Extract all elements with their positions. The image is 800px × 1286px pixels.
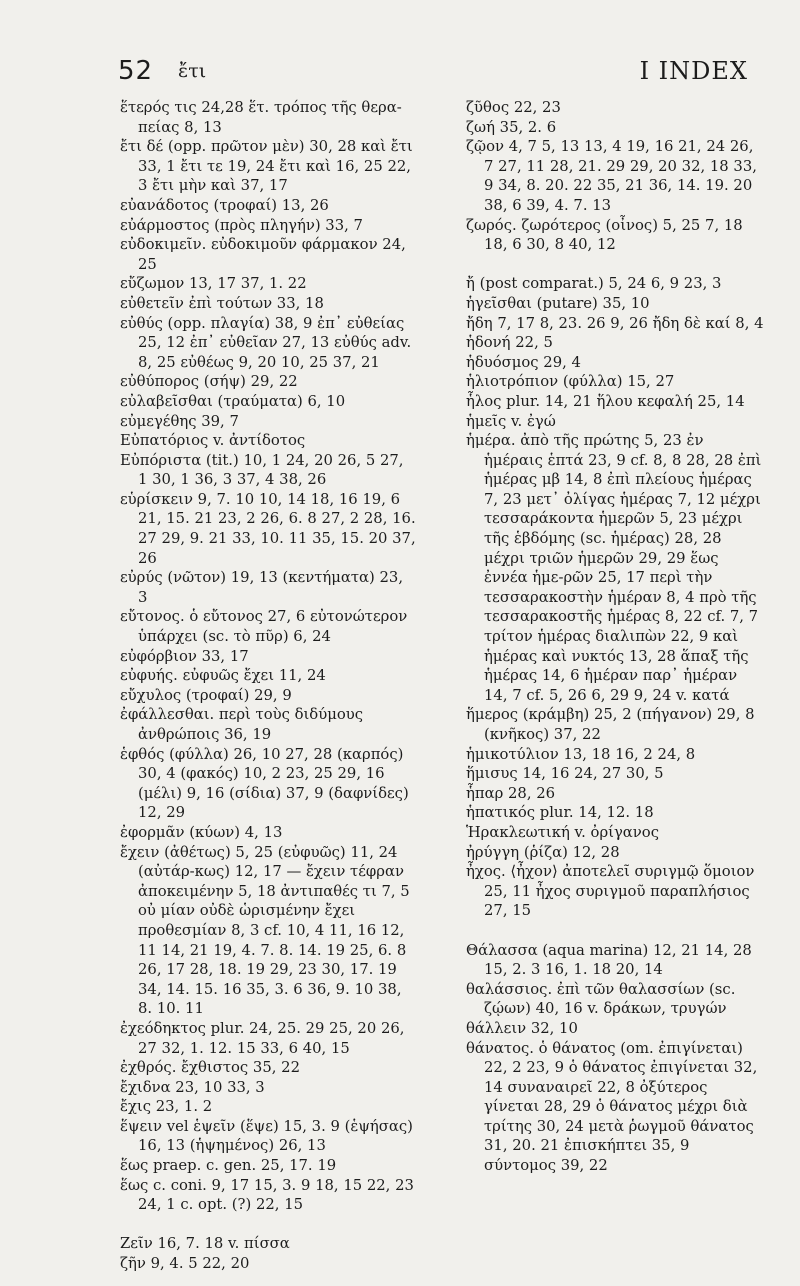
index-entry: ἡπατικός plur. 14, 12. 18 (466, 804, 654, 822)
running-title: I INDEX (639, 57, 748, 85)
index-entry: ζωρός. ζωρότερος (οἶνος) 5, 25 7, 18 18, 6 30, 8 40, 12 (466, 216, 743, 254)
index-entry: εὐθετεῖν ἐπὶ τούτων 33, 18 (120, 294, 324, 312)
index-entry: ζῷον 4, 7 5, 13 13, 4 19, 16 21, 24 26, 7 27, 11 28, 21. 29 29, 20 32, 18 33, 9 34, 8. 20. 22 35, 21 36, 14. 19. 20 38, 6 39, 4. 7. 13 (466, 138, 757, 214)
index-entry: εὐάρμοστος (πρὸς πληγήν) 33, 7 (120, 216, 363, 234)
index-entry: ἡδονή 22, 5 (466, 334, 553, 352)
index-entry: Εὐπόριστα (tit.) 10, 1 24, 20 26, 5 27, 1 30, 1 36, 3 37, 4 38, 26 (120, 451, 404, 489)
index-entry: ἠρύγγη (ῥίζα) 12, 28 (466, 843, 620, 861)
index-entry: εὐδοκιμεῖν. εὐδοκιμοῦν φάρμακον 24, 25 (120, 236, 406, 273)
index-column-right (466, 98, 764, 1176)
page-number: 52 (118, 56, 154, 86)
index-entry: Εὐπατόριος v. ἀντίδοτος (120, 432, 306, 450)
index-entry: εὐανάδοτος (τροφαί) 13, 26 (120, 196, 329, 214)
index-entry: ἐφάλλεσθαι. περὶ τοὺς διδύμους ἀνθρώποις 36, 19 (120, 706, 364, 743)
index-entry: ἡδυόσμος 29, 4 (466, 353, 581, 371)
index-entry: ἥμερος (κράμβη) 25, 2 (πήγανον) 29, 8 (κνῆκος) 37, 22 (466, 706, 755, 743)
index-entry: θάλλειν 32, 10 (466, 1019, 578, 1037)
index-entry: εὔχυλος (τροφαί) 29, 9 (120, 686, 292, 704)
index-entry: ἑφθός (φύλλα) 26, 10 27, 28 (καρπός) 30, 4 (φακός) 10, 2 23, 25 29, 16 (μέλι) 9, 16 (σίδια) 37, 9 (δαφνίδες) 12, 29 (120, 745, 409, 822)
index-entry: ἕτερός τις 24,28 ἕτ. τρόπος τῆς θερα-πείας 8, 13 (120, 99, 402, 136)
index-entry: εὐλαβεῖσθαι (τραύματα) 6, 10 (120, 392, 346, 410)
index-entry: ἕως praep. c. gen. 25, 17. 19 (120, 1157, 337, 1175)
index-entry: ἦχος. ⟨ἦχον⟩ ἀποτελεῖ συριγμῷ ὅμοιον 25, 11 ἦχος συριγμοῦ παραπλήσιος 27, 15 (466, 863, 755, 920)
index-entry: ἥμισυς 14, 16 24, 27 30, 5 (466, 765, 664, 783)
index-entry: ζῆν 9, 4. 5 22, 20 (120, 1255, 250, 1273)
index-entry: ἕψειν vel ἑψεῖν (ἕψε) 15, 3. 9 (ἑψήσας) 16, 13 (ἡψημένος) 26, 13 (120, 1117, 413, 1155)
index-column-left (120, 98, 416, 1274)
index-entry: ἤ (post comparat.) 5, 24 6, 9 23, 3 (466, 275, 722, 293)
running-head-word: ἔτι (178, 60, 207, 82)
index-entry: ἧπαρ 28, 26 (466, 784, 556, 802)
letter-section-gap (466, 921, 764, 941)
index-entry: εὔτονος. ὁ εὔτονος 27, 6 εὐτονώτερον ὑπάρχει (sc. τὸ πῦρ) 6, 24 (120, 608, 408, 646)
index-entry: εὐθύπορος (σήψ) 29, 22 (120, 373, 298, 391)
letter-section-gap (120, 1215, 416, 1235)
index-entry: εὐφόρβιον 33, 17 (120, 647, 249, 665)
index-entry: θάνατος. ὁ θάνατος (om. ἐπιγίνεται) 22, 2 23, 9 ὁ θάνατος ἐπιγίνεται 32, 14 συναναιρεῖ 22, 8 ὀξύτερος γίνεται 28, 29 ὁ θάνατος μέχρι διὰ τρίτης 30, 24 μετὰ ῥωγμοῦ θάνατος 31, 20. 21 ἐπισκήπτει 35, 9 σύντομος 39, 22 (466, 1039, 758, 1175)
index-entry: Θάλασσα (aqua marina) 12, 21 14, 28 15, 2. 3 16, 1. 18 20, 14 (466, 941, 752, 979)
index-entry: ἧλος plur. 14, 21 ἥλου κεφαλή 25, 14 (466, 392, 745, 410)
index-entry: Ἡρακλεωτική v. ὀρίγανος (466, 823, 659, 841)
index-entry: ἡγεῖσθαι (putare) 35, 10 (466, 294, 650, 312)
index-entry: θαλάσσιος. ἐπὶ τῶν θαλασσίων (sc. ζῴων) 40, 16 v. δράκων, τρυγών (466, 980, 736, 1018)
index-entry: ἡμεῖς v. ἐγώ (466, 412, 556, 430)
page-header (0, 56, 800, 86)
index-entry: εὔζωμον 13, 17 37, 1. 22 (120, 275, 307, 293)
index-entry: ἐχεόδηκτος plur. 24, 25. 29 25, 20 26, 27 32, 1. 12. 15 33, 6 40, 15 (120, 1019, 405, 1057)
index-entry: ἡμέρα. ἀπὸ τῆς πρώτης 5, 23 ἐν ἡμέραις ἑπτά 23, 9 cf. 8, 8 28, 28 ἐπὶ ἡμέρας μβ 14, 8 ἐπὶ πλείους ἡμέρας 7, 23 μετ᾽ ὀλίγας ἡμέρας 7, 12 μέχρι τεσσαράκοντα ἡμερῶν 5, 23 μέχρι τῆς ἑβδόμης (sc. ἡμέρας) 28, 28 μέχρι τριῶν ἡμερῶν 29, 29 ἕως ἐννέα ἡμε-ρῶν 25, 17 περὶ τὴν τεσσαρακοστὴν ἡμέραν 8, 4 πρὸ τῆς τεσσαρακοστῆς ἡμέρας 8, 22 cf. 7, 7 τρίτον ἡμέρας διαλιπὼν 22, 9 καὶ ἡμέρας καὶ νυκτός 13, 28 ἅπαξ τῆς ἡμέρας 14, 6 ἡμέραν παρ᾽ ἡμέραν 14, 7 cf. 5, 26 6, 29 9, 24 v. κατά (466, 432, 762, 704)
index-entry: εὐθύς (opp. πλαγία) 38, 9 ἐπ᾽ εὐθείας 25, 12 ἐπ᾽ εὐθεῖαν 27, 13 εὐθύς adv. 8, 25 εὐθέως 9, 20 10, 25 37, 21 (120, 314, 412, 371)
index-entry: ἔχις 23, 1. 2 (120, 1098, 213, 1116)
letter-section-gap (466, 255, 764, 275)
index-entry: ἤδη 7, 17 8, 23. 26 9, 26 ἤδη δὲ καί 8, 4 (466, 314, 764, 332)
index-entry: ἔχειν (ἀθέτως) 5, 25 (εὐφυῶς) 11, 24 (αὐτάρ-κως) 12, 17 — ἔχειν τέφραν ἀποκειμένην 5, 18 ἀντιπαθές τι 7, 5 οὐ μίαν οὐδὲ ὡρισμένην ἔχει προθεσμίαν 8, 3 cf. 10, 4 11, 16 12, 11 14, 21 19, 4. 7. 8. 14. 19 25, 6. 8 26, 17 28, 18. 19 29, 23 30, 17. 19 34, 14. 15. 16 35, 3. 6 36, 9. 10 38, 8. 10. 11 (120, 843, 410, 1018)
index-entry: ζωή 35, 2. 6 (466, 118, 557, 136)
index-entry: Ζεῖν 16, 7. 18 v. πίσσα (120, 1235, 290, 1253)
index-entry: ἐχθρός. ἔχθιστος 35, 22 (120, 1059, 300, 1077)
index-entry: εὐμεγέθης 39, 7 (120, 412, 239, 430)
index-entry: ἕως c. coni. 9, 17 15, 3. 9 18, 15 22, 23 24, 1 c. opt. (?) 22, 15 (120, 1176, 414, 1214)
index-entry: ἐφορμᾶν (κύων) 4, 13 (120, 823, 283, 841)
index-entry: ζῦθος 22, 23 (466, 99, 561, 116)
index-entry: ἡμικοτύλιον 13, 18 16, 2 24, 8 (466, 745, 696, 763)
index-entry: ἔχιδνα 23, 10 33, 3 (120, 1078, 265, 1096)
index-entry: εὐρύς (νῶτον) 19, 13 (κεντήματα) 23, 3 (120, 569, 404, 606)
index-entry: ἡλιοτρόπιον (φύλλα) 15, 27 (466, 373, 675, 391)
index-entry: εὑρίσκειν 9, 7. 10 10, 14 18, 16 19, 6 21, 15. 21 23, 2 26, 6. 8 27, 2 28, 16. 27 29, 9. 21 33, 10. 11 35, 15. 20 37, 26 (120, 490, 416, 567)
index-entry: ἔτι δέ (opp. πρῶτον μὲν) 30, 28 καὶ ἔτι 33, 1 ἔτι τε 19, 24 ἔτι καὶ 16, 25 22, 3 ἔτι μὴν καὶ 37, 17 (120, 138, 413, 195)
index-entry: εὐφυής. εὐφυῶς ἔχει 11, 24 (120, 667, 326, 685)
